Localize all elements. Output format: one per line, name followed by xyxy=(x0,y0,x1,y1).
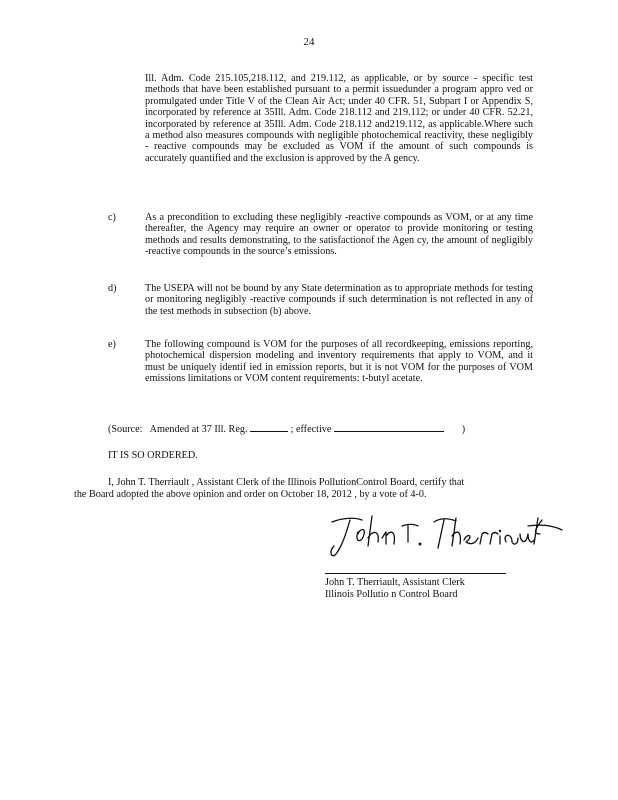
handwritten-signature xyxy=(328,512,564,562)
signature-block xyxy=(325,577,465,601)
source-note xyxy=(108,422,465,435)
item-text: As a precondition to excluding these negligibly -reactive compounds as VOM, or at any time thereafter, the Agency may require an owner or operator to provide monitoring or testing methods and results demonstrating, to the satisfactionof the Agen cy, the amount of negligibly -reactive compounds in the source’s emissions. xyxy=(145,212,533,258)
item-text: The following compound is VOM for the purposes of all recordkeeping, emissions reporting, photochemical dispersion modeling and inventory requirements that apply to VOM, and it must be uniquely identif ied in emission reports, but it is not VOM for the purposes of VOM emissions limitations or VOM content requirements: t-butyl acetate. xyxy=(145,339,533,385)
source-amended: Amended at 37 Ill. Reg. xyxy=(149,424,248,435)
reg-blank xyxy=(250,422,288,432)
source-close: ) xyxy=(461,424,466,435)
certify-line-2: the Board adopted the above opinion and order on October 18, 2012 , by a vote of 4-0. xyxy=(74,489,427,500)
source-prefix: (Source: xyxy=(108,424,143,435)
page-number: 24 xyxy=(303,36,315,48)
ordered-statement: IT IS SO ORDERED. xyxy=(108,450,198,461)
signature-line xyxy=(325,573,506,574)
signer-name: John T. Therriault, Assistant Clerk xyxy=(325,577,465,588)
item-text: The USEPA will not be bound by any State determination as to appropriate methods for testing or monitoring negligibly -reactive compounds if such determination is not reflected in any of the test methods in subsection (b) above. xyxy=(145,283,533,317)
item-label: c) xyxy=(108,212,116,223)
source-effective: ; effective xyxy=(290,424,332,435)
paragraph-b-continuation: Ill. Adm. Code 215.105,218.112, and 219.112, as applicable, or by source - specific test methods that have been established pursuant to a permit issuedunder a program appro ved or promulgated under Title V of the Clean Air Act; under 40 CFR. 51, Subpart I or Appendix S, incorporated by reference at 35Ill. Adm. Code 218.112 and 219.112; or under 40 CFR. 52.21, incorporated by reference at 35Ill. Adm. Code 218.112 and219.112, as applicable.Where such a method also measures compounds with negligible photochemical reactivity, these negligibly - reactive compounds may be excluded as VOM if the amount of such compounds is accurately quantified and the exclusion is approved by the A gency. xyxy=(145,73,533,164)
effective-blank xyxy=(334,422,444,432)
certify-line-1: I, John T. Therriault , Assistant Clerk of the Illinois PollutionControl Board, certify that xyxy=(108,477,465,488)
signer-organization: Illinois Pollutio n Control Board xyxy=(325,589,458,600)
item-label: d) xyxy=(108,283,117,294)
item-label: e) xyxy=(108,339,116,350)
certification xyxy=(74,477,530,501)
